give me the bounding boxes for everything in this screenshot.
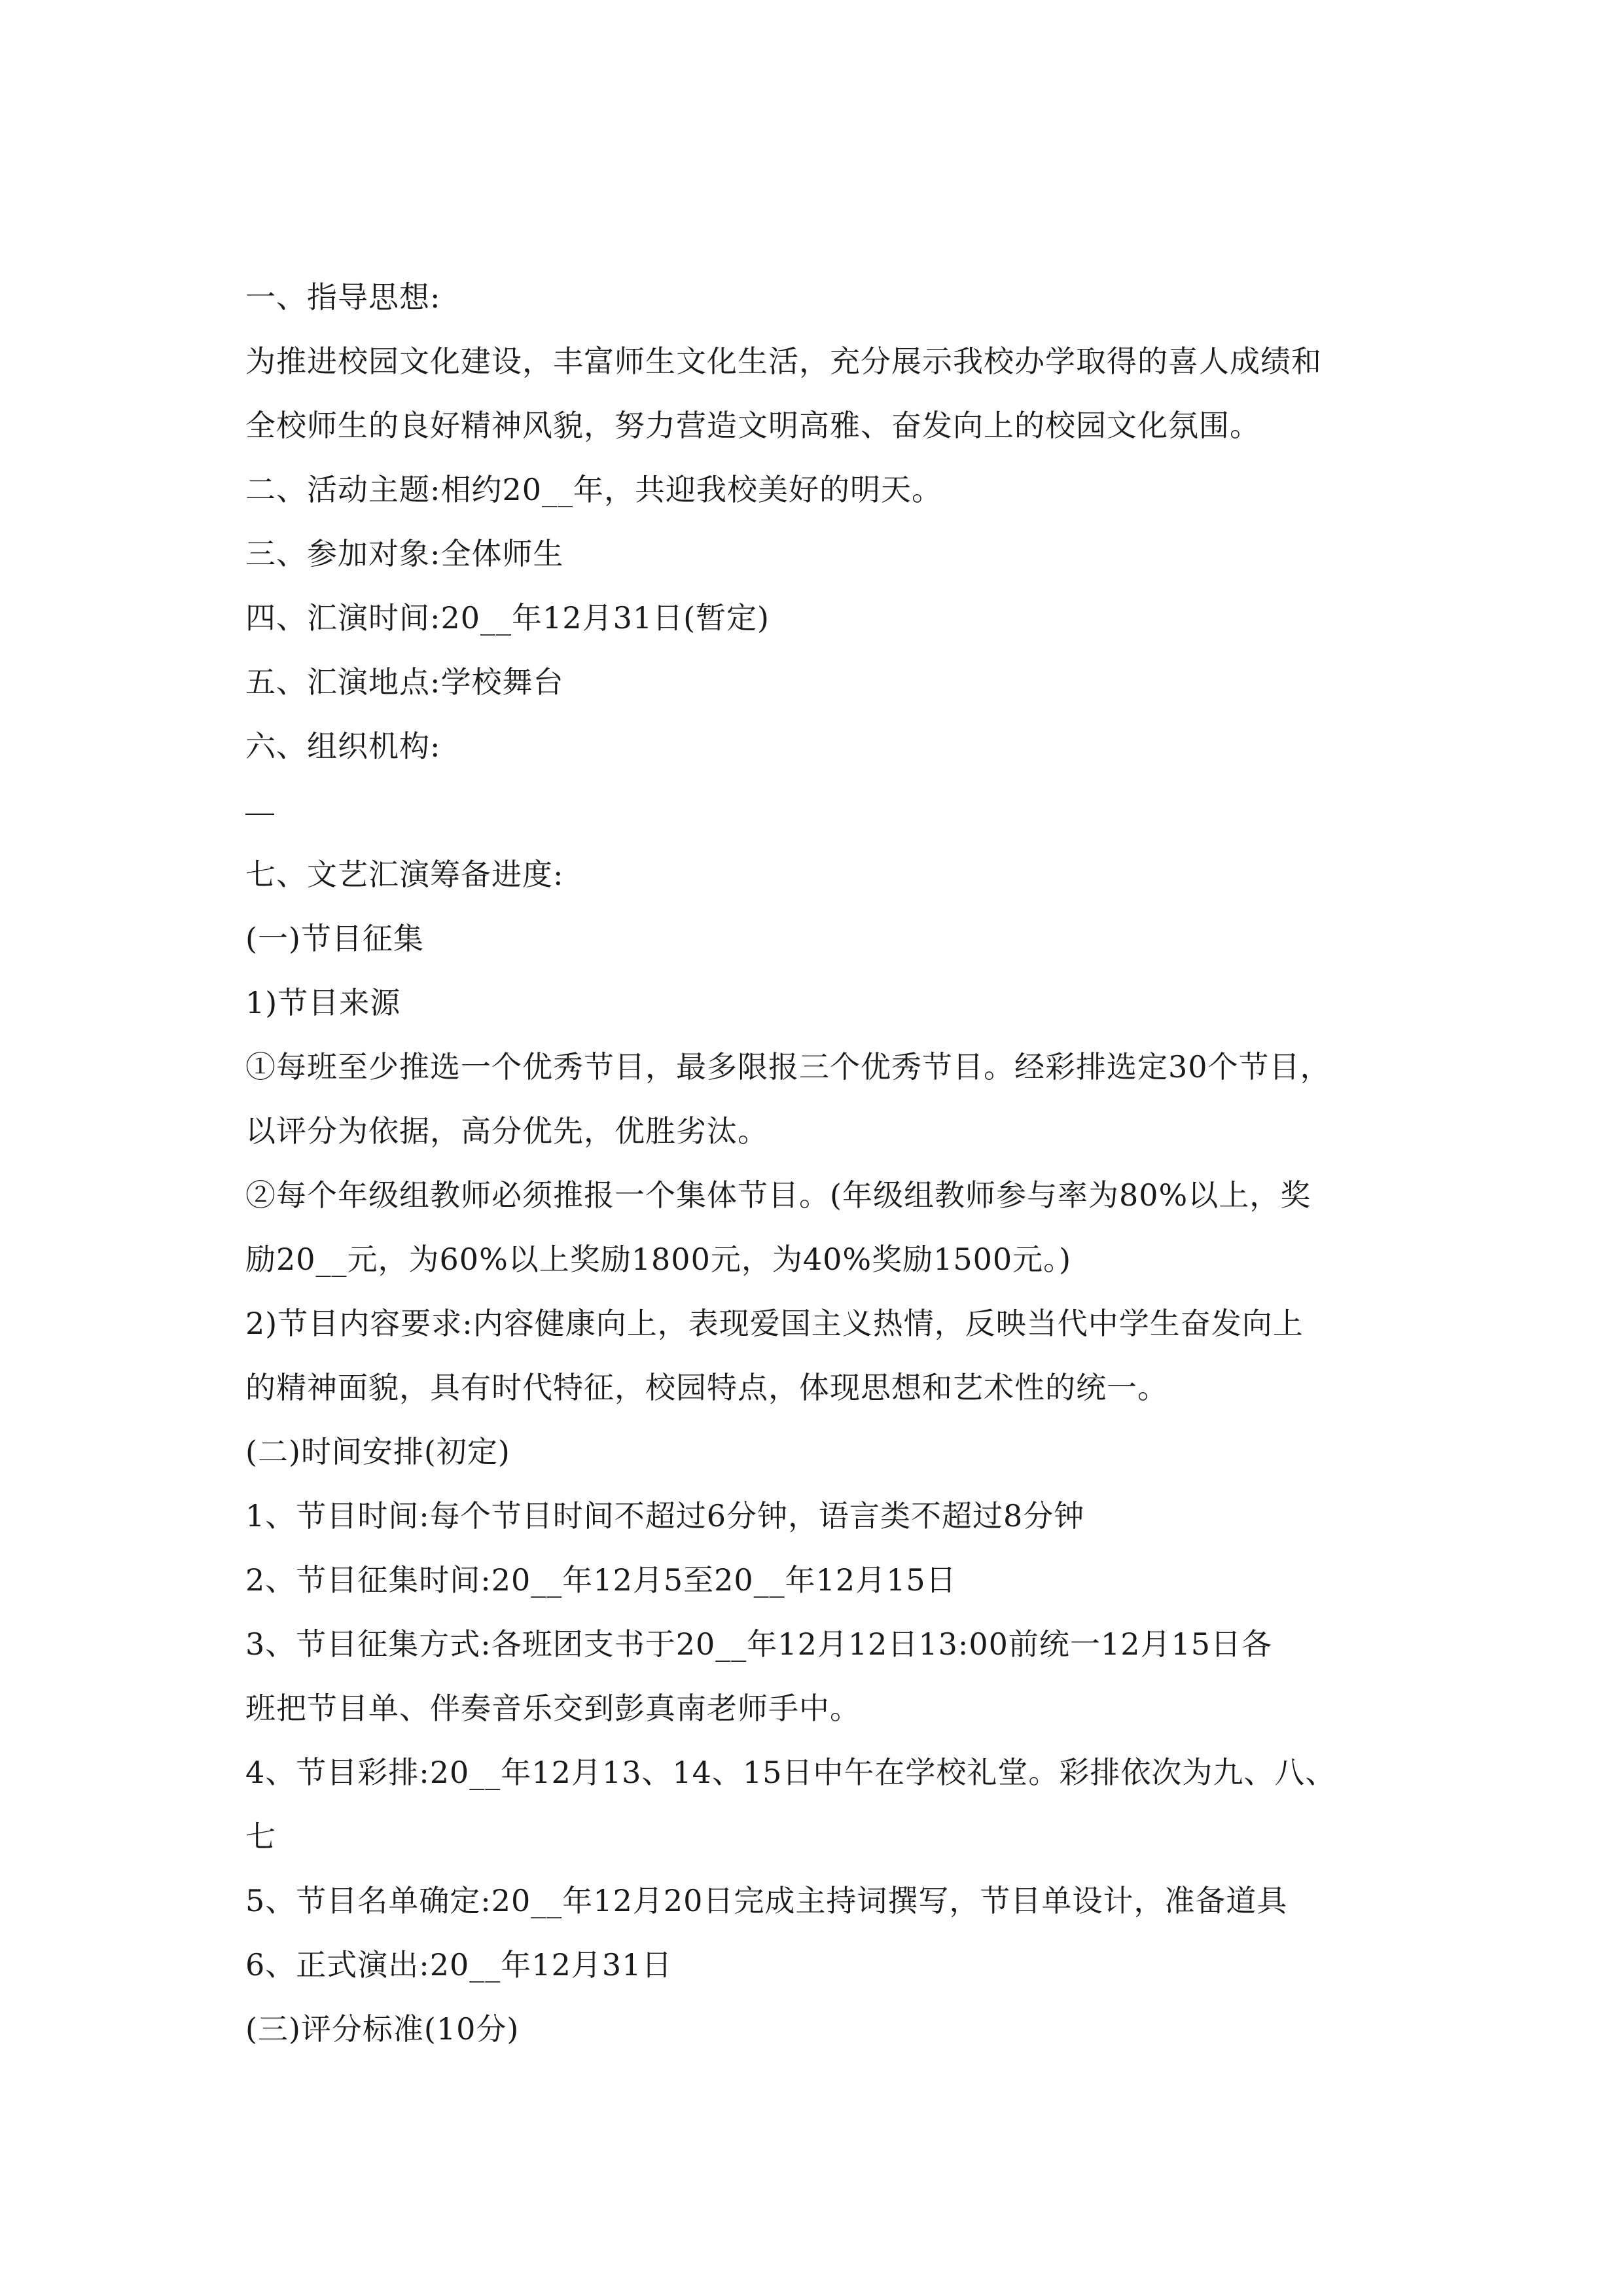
subsection-heading-schedule: (二)时间安排(初定) xyxy=(245,1434,510,1469)
paragraph-line: ②每个年级组教师必须推报一个集体节目。(年级组教师参与率为80%以上，奖 xyxy=(245,1177,1311,1213)
section-heading-organization: 六、组织机构: xyxy=(245,728,441,764)
section-heading-theme: 二、活动主题:相约20__年，共迎我校美好的明天。 xyxy=(245,472,943,507)
list-item: 班把节目单、伴奏音乐交到彭真南老师手中。 xyxy=(245,1691,861,1726)
list-item: 3、节目征集方式:各班团支书于20__年12月12日13:00前统一12月15日各 xyxy=(245,1626,1272,1662)
paragraph-line: 励20__元，为60%以上奖励1800元，为40%奖励1500元。) xyxy=(245,1242,1072,1277)
paragraph-line: 为推进校园文化建设，丰富师生文化生活，充分展示我校办学取得的喜人成绩和 xyxy=(245,344,1322,379)
list-item: 七 xyxy=(245,1819,276,1854)
list-item: 4、节目彩排:20__年12月13、14、15日中午在学校礼堂。彩排依次为九、八、 xyxy=(245,1755,1336,1790)
list-item: 2、节目征集时间:20__年12月5至20__年12月15日 xyxy=(245,1562,957,1598)
separator-dash xyxy=(245,778,1397,842)
paragraph-line: ①每班至少推选一个优秀节目，最多限报三个优秀节目。经彩排选定30个节目， xyxy=(245,1049,1331,1085)
list-heading-source: 1)节目来源 xyxy=(245,985,401,1020)
section-heading-time: 四、汇演时间:20__年12月31日(暂定) xyxy=(245,600,770,636)
document-body xyxy=(245,265,1397,2061)
paragraph-line: 2)节目内容要求:内容健康向上，表现爱国主义热情，反映当代中学生奋发向上 xyxy=(245,1306,1304,1341)
paragraph-line: 以评分为依据，高分优先，优胜劣汰。 xyxy=(245,1113,768,1149)
list-item: 1、节目时间:每个节目时间不超过6分钟，语言类不超过8分钟 xyxy=(245,1498,1085,1534)
list-item: 6、正式演出:20__年12月31日 xyxy=(245,1947,673,1982)
paragraph-line: 的精神面貌，具有时代特征，校园特点，体现思想和艺术性的统一。 xyxy=(245,1370,1168,1405)
section-heading-participants: 三、参加对象:全体师生 xyxy=(245,536,564,571)
subsection-heading-collection: (一)节目征集 xyxy=(245,921,424,956)
section-heading-progress: 七、文艺汇演筹备进度: xyxy=(245,857,564,892)
paragraph-line: 全校师生的良好精神风貌，努力营造文明高雅、奋发向上的校园文化氛围。 xyxy=(245,408,1260,443)
subsection-heading-scoring: (三)评分标准(10分) xyxy=(245,2011,520,2047)
list-item: 5、节目名单确定:20__年12月20日完成主持词撰写，节目单设计，准备道具 xyxy=(245,1883,1288,1918)
section-heading-guiding-ideology: 一、指导思想: xyxy=(245,279,441,315)
section-heading-location: 五、汇演地点:学校舞台 xyxy=(245,664,564,700)
